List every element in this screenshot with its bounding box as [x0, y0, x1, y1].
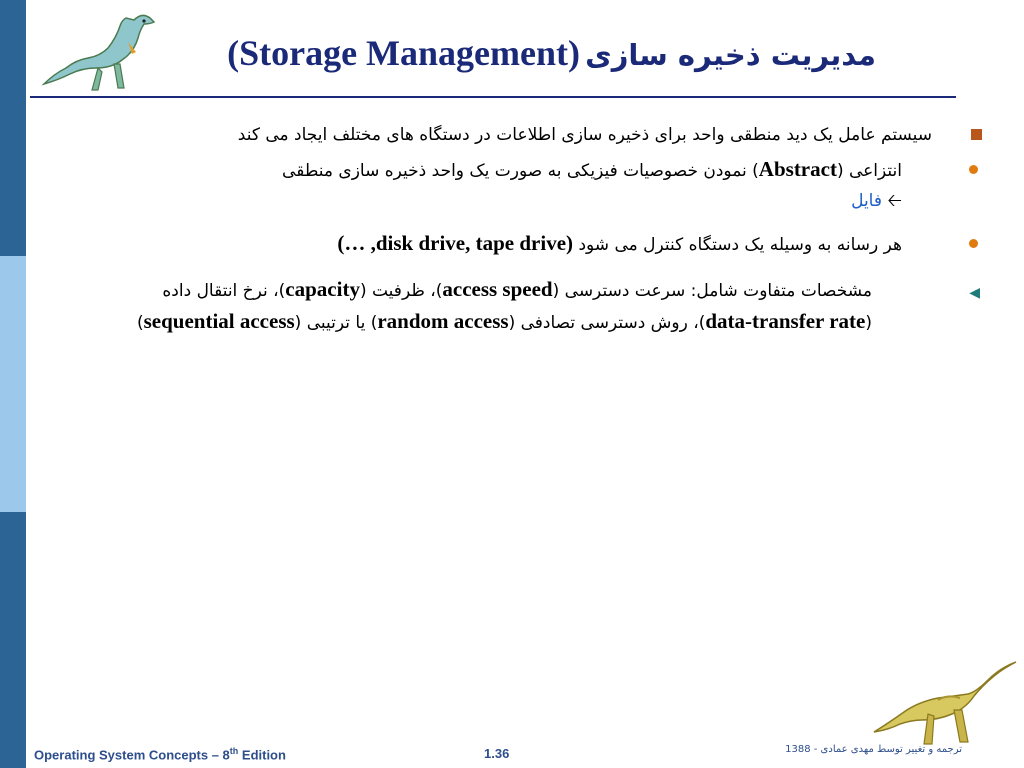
- title-persian: مدیریت ذخیره سازی: [585, 38, 876, 72]
- footer-book-title: [34, 746, 286, 762]
- bullet4-text-d: )، روش دسترسی تصادفی (: [508, 313, 706, 333]
- bullet-level2-media: [130, 228, 952, 260]
- bullet4-english-d: random access: [377, 309, 509, 333]
- bullet4-english-b: capacity: [285, 277, 360, 301]
- slide-number: 1.36: [484, 746, 510, 761]
- bullet2-text-a: انتزاعی (: [836, 161, 902, 181]
- footer-book-title-main: Operating System Concepts – 8: [34, 747, 230, 763]
- bullet4-text-b: )، ظرفیت (: [359, 281, 443, 301]
- bullet3-english: (disk drive, tape drive, …): [337, 231, 574, 255]
- bullet4-english-a: access speed: [442, 277, 553, 301]
- dinosaur-decoration-icon: [868, 660, 1018, 750]
- bullet2-text-b: ) نمودن خصوصیات فیزیکی به صورت یک واحد ذخیره سازی منطقی: [282, 161, 759, 181]
- bullet-level1: [130, 120, 952, 150]
- bullet3-text: هر رسانه به وسیله یک دستگاه کنترل می شود: [578, 235, 902, 255]
- bullet1-text: سیستم عامل یک دید منطقی واحد برای ذخیره سازی اطلاعات در دستگاه های مختلف ایجاد می کند: [237, 125, 932, 145]
- bullet2-english: Abstract: [758, 157, 837, 181]
- triangle-bullet-icon: ◀: [969, 285, 980, 301]
- bullet4-english-c: data-transfer rate: [705, 309, 866, 333]
- footer-translator: ترجمه و تغییر توسط مهدی عمادی - 1388: [785, 744, 962, 755]
- title-english: (Storage Management): [227, 33, 581, 73]
- file-link[interactable]: فایل: [851, 191, 882, 211]
- bullet4-text-c: )، نرخ انتقال داده (: [162, 281, 872, 333]
- bullet-level2-abstract: [130, 154, 952, 216]
- slide-title: [120, 32, 876, 74]
- bullet4-english-e: sequential access: [143, 309, 295, 333]
- sidebar: [0, 0, 26, 768]
- arrow-left-icon: 🡠: [887, 190, 902, 211]
- bullet4-text-a: مشخصات متفاوت شامل: سرعت دسترسی (: [552, 281, 872, 301]
- dot-bullet-icon: [969, 165, 978, 174]
- square-bullet-icon: [971, 129, 982, 140]
- slide-content: [130, 120, 980, 338]
- footer-book-title-sup: th: [229, 746, 239, 756]
- sidebar-light-band: [0, 256, 26, 512]
- bullet4-text-e: ) یا ترتیبی (: [294, 313, 378, 333]
- bullet-level3-properties: [130, 274, 980, 338]
- bullet4-text-f: ): [136, 313, 144, 333]
- footer-book-title-rest: Edition: [238, 747, 286, 763]
- title-underline: [30, 96, 956, 98]
- dot-bullet-icon: [969, 239, 978, 248]
